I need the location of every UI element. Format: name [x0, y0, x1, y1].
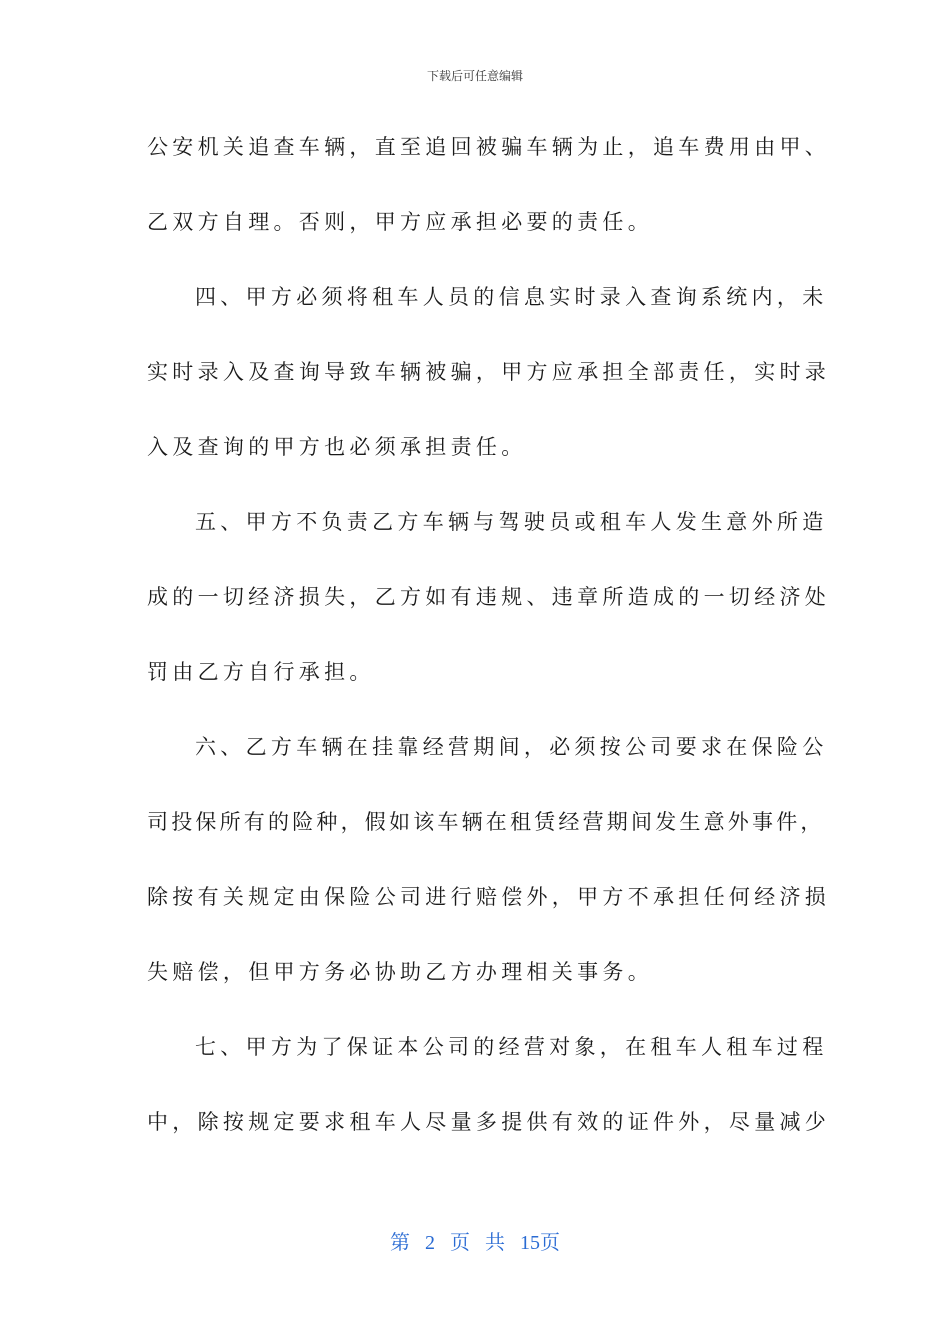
- text-line: 失赔偿，但甲方务必协助乙方办理相关事务。: [147, 960, 653, 984]
- text-line: 中，除按规定要求租车人尽量多提供有效的证件外，尽量减少: [147, 1110, 831, 1134]
- text-line: 实时录入及查询导致车辆被骗，甲方应承担全部责任，实时录: [147, 360, 831, 384]
- text-line: 乙双方自理。否则，甲方应承担必要的责任。: [147, 210, 653, 234]
- text-line: 成的一切经济损失，乙方如有违规、违章所造成的一切经济处: [147, 585, 831, 609]
- clause-7-start: 七、甲方为了保证本公司的经营对象，在租车人租车过程: [195, 1035, 828, 1059]
- text-line: 除按有关规定由保险公司进行赔偿外，甲方不承担任何经济损: [147, 885, 831, 909]
- text-line: 公安机关追查车辆，直至追回被骗车辆为止，追车费用由甲、: [147, 135, 831, 159]
- page-number-footer: 第 2 页 共 15页: [390, 1232, 560, 1254]
- header-note: 下载后可任意编辑: [426, 69, 523, 83]
- clause-5-start: 五、甲方不负责乙方车辆与驾驶员或租车人发生意外所造: [195, 510, 828, 534]
- clause-4-start: 四、甲方必须将租车人员的信息实时录入查询系统内，未: [195, 285, 828, 309]
- text-line: 司投保所有的险种，假如该车辆在租赁经营期间发生意外事件，: [147, 810, 825, 834]
- clause-6-start: 六、乙方车辆在挂靠经营期间，必须按公司要求在保险公: [195, 735, 828, 759]
- text-line: 入及查询的甲方也必须承担责任。: [147, 435, 527, 459]
- text-line: 罚由乙方自行承担。: [147, 660, 375, 684]
- document-body: [147, 122, 831, 1172]
